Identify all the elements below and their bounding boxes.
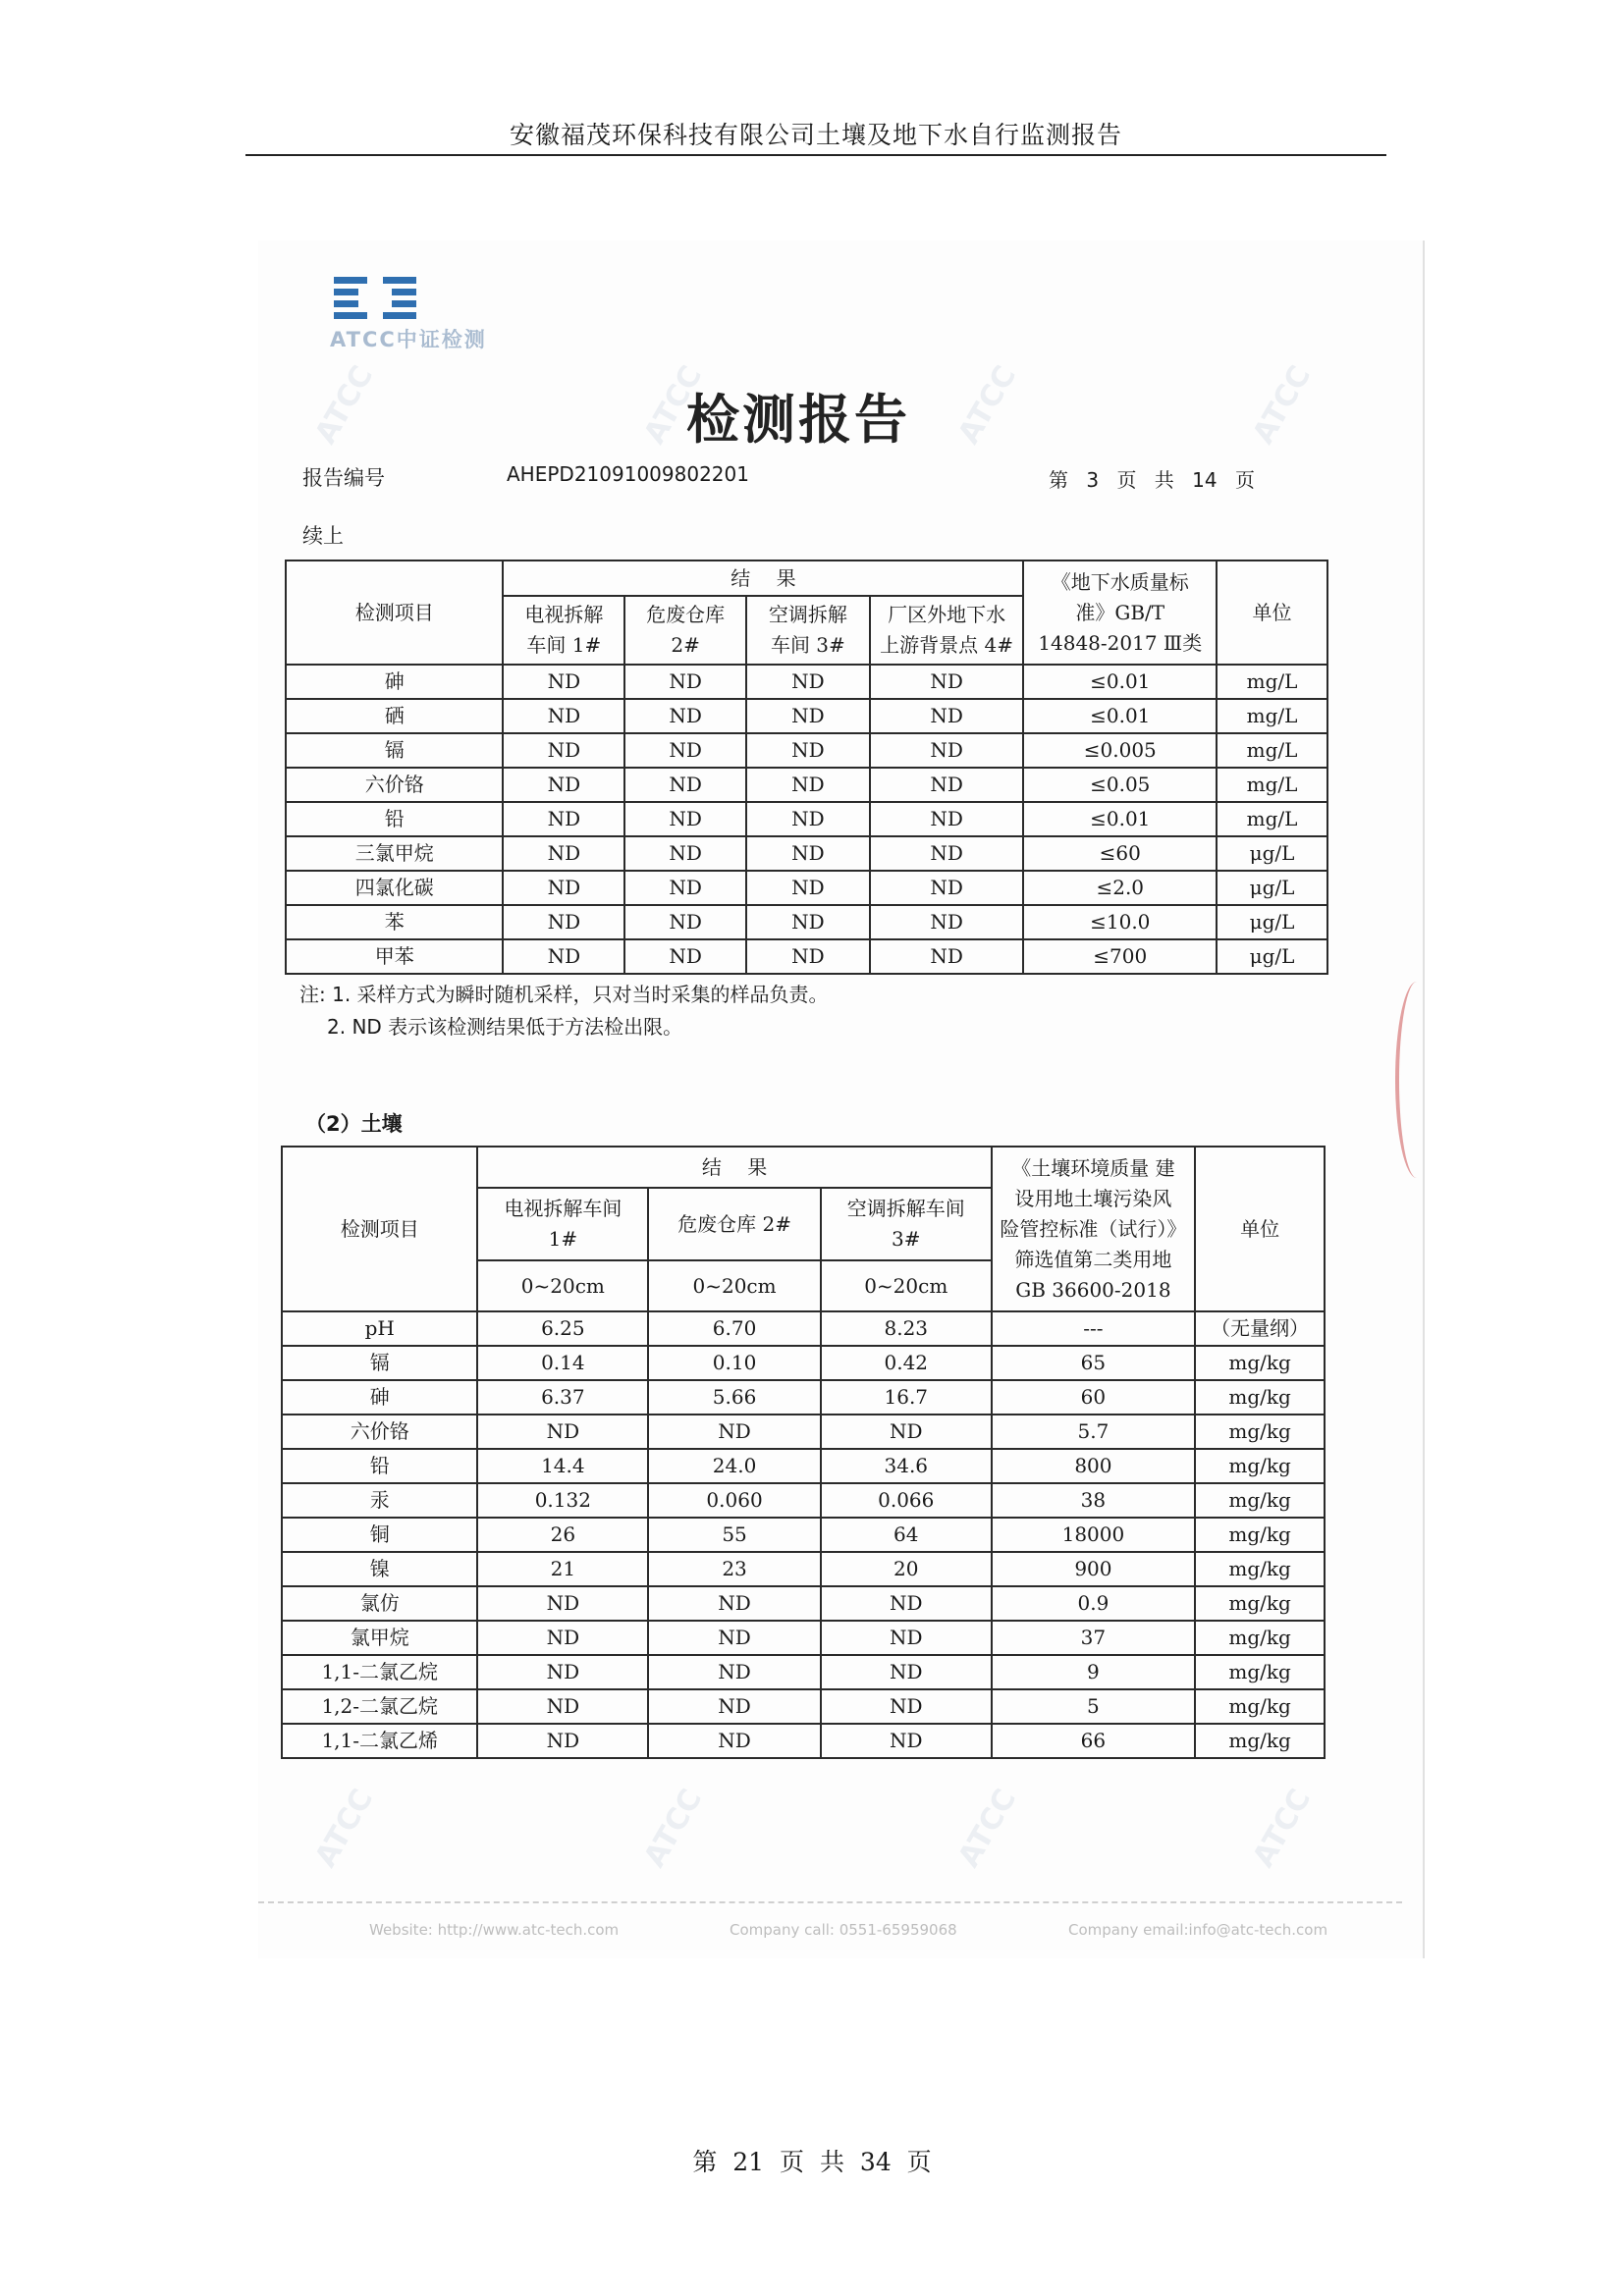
page-footer: 第 21 页 共 34 页 [692,2148,932,2176]
site-header [821,1188,992,1260]
table-row [282,1483,1325,1518]
site-line: 2# [671,633,700,657]
site-line: 危废仓库 2# [677,1211,791,1236]
standard-cell: 0.9 [992,1586,1196,1621]
unit-cell: mg/kg [1195,1415,1325,1449]
unit-cell: mg/kg [1195,1655,1325,1689]
footer-website: Website: http://www.atc-tech.com [369,1921,620,1939]
item-cell: 铅 [282,1449,477,1483]
value-cell: ND [870,802,1024,836]
unit-cell: mg/kg [1195,1689,1325,1724]
standard-cell: 800 [992,1449,1196,1483]
site-line: 1# [548,1227,578,1251]
value-cell: ND [821,1724,992,1758]
value-cell: ND [648,1415,821,1449]
value-cell: ND [746,836,870,871]
watermark-mark: ATCC [308,359,381,451]
unit-cell: μg/L [1217,905,1327,939]
value-cell: ND [746,871,870,905]
report-number-label: 报告编号 [302,466,385,490]
site-header [746,596,870,665]
table-row [282,1724,1325,1758]
value-cell: ND [624,768,746,802]
value-cell: ND [870,836,1024,871]
standard-cell: 38 [992,1483,1196,1518]
value-cell: ND [870,939,1024,974]
col-header-unit: 单位 [1195,1147,1325,1311]
col-header-standard [1023,561,1217,665]
col-header-item: 检测项目 [282,1147,477,1311]
value-cell: 0.42 [821,1346,992,1380]
standard-cell: ≤2.0 [1023,871,1217,905]
standard-cell: ≤700 [1023,939,1217,974]
item-cell: 镍 [282,1552,477,1586]
unit-cell: mg/L [1217,699,1327,733]
value-cell: ND [477,1586,648,1621]
table-row [282,1380,1325,1415]
value-cell: 5.66 [648,1380,821,1415]
standard-cell: 60 [992,1380,1196,1415]
continued-label: 续上 [302,524,344,548]
site-header [648,1188,821,1260]
watermark-mark: ATCC [637,1783,710,1874]
table-row [282,1449,1325,1483]
value-cell: 0.14 [477,1346,648,1380]
item-cell: 砷 [286,665,503,699]
value-cell: 24.0 [648,1449,821,1483]
table-row [286,768,1327,802]
table-row [282,1689,1325,1724]
unit-cell: mg/L [1217,802,1327,836]
value-cell: ND [624,733,746,768]
unit-cell: （无量纲） [1195,1311,1325,1346]
value-cell: ND [624,665,746,699]
value-cell: ND [821,1689,992,1724]
value-cell: 0.066 [821,1483,992,1518]
item-cell: 六价铬 [282,1415,477,1449]
unit-cell: mg/kg [1195,1346,1325,1380]
value-cell: 6.37 [477,1380,648,1415]
standard-line: 险管控标准（试行）》 [1000,1216,1187,1241]
unit-cell: mg/kg [1195,1380,1325,1415]
value-cell: ND [503,802,624,836]
value-cell: ND [477,1621,648,1655]
standard-line: 《地下水质量标 [1051,569,1189,594]
value-cell: ND [870,768,1024,802]
site-line: 车间 3# [770,633,845,657]
value-cell: ND [477,1415,648,1449]
site-header [503,596,624,665]
col-header-result: 结 果 [503,561,1023,596]
item-cell: 氯甲烷 [282,1621,477,1655]
unit-cell: mg/L [1217,733,1327,768]
value-cell: 0.132 [477,1483,648,1518]
value-cell: 14.4 [477,1449,648,1483]
unit-cell: mg/kg [1195,1552,1325,1586]
table-row [286,733,1327,768]
value-cell: ND [821,1621,992,1655]
site-header [870,596,1024,665]
watermark-mark: ATCC [1246,1783,1319,1874]
watermark-mark: ATCC [951,359,1024,451]
item-cell: 四氯化碳 [286,871,503,905]
value-cell: ND [746,905,870,939]
standard-cell: 37 [992,1621,1196,1655]
value-cell: ND [821,1655,992,1689]
scanned-report-page [258,240,1425,1958]
item-cell: 甲苯 [286,939,503,974]
value-cell: 20 [821,1552,992,1586]
col-header-standard [992,1147,1196,1311]
watermark-mark: ATCC [1246,359,1319,451]
value-cell: 8.23 [821,1311,992,1346]
unit-cell: mg/kg [1195,1449,1325,1483]
standard-line: 《土壤环境质量 建 [1011,1155,1175,1180]
standard-line: GB 36600-2018 [1015,1277,1171,1302]
unit-cell: μg/L [1217,871,1327,905]
standard-cell: 5 [992,1689,1196,1724]
value-cell: ND [870,871,1024,905]
table-row [282,1655,1325,1689]
table-row [286,802,1327,836]
value-cell: ND [821,1415,992,1449]
footer-rule [258,1901,1402,1903]
soil-rows [282,1311,1325,1758]
standard-cell: ≤10.0 [1023,905,1217,939]
report-number: AHEPD21091009802201 [507,462,749,486]
value-cell: ND [870,733,1024,768]
value-cell: 0.060 [648,1483,821,1518]
col-header-result: 结 果 [477,1147,991,1188]
value-cell: ND [624,699,746,733]
table-row [282,1586,1325,1621]
unit-cell: mg/kg [1195,1483,1325,1518]
value-cell: ND [624,802,746,836]
table-row [282,1621,1325,1655]
value-cell: ND [624,905,746,939]
value-cell: 16.7 [821,1380,992,1415]
value-cell: ND [503,871,624,905]
standard-cell: ≤0.05 [1023,768,1217,802]
table-row [286,836,1327,871]
value-cell: ND [503,836,624,871]
site-line: 车间 1# [526,633,602,657]
header-rule [245,154,1386,156]
value-cell: ND [503,768,624,802]
depth-header: 0~20cm [648,1260,821,1311]
item-cell: 苯 [286,905,503,939]
item-cell: 汞 [282,1483,477,1518]
value-cell: ND [648,1621,821,1655]
watermark-mark: ATCC [951,1783,1024,1874]
value-cell: 26 [477,1518,648,1552]
site-line: 空调拆解车间 [846,1197,965,1220]
site-line: 厂区外地下水 [888,603,1006,626]
value-cell: 23 [648,1552,821,1586]
value-cell: ND [821,1586,992,1621]
table-row [286,699,1327,733]
unit-cell: mg/kg [1195,1724,1325,1758]
table-row [282,1346,1325,1380]
site-line: 空调拆解 [768,603,847,626]
standard-cell: 900 [992,1552,1196,1586]
value-cell: 0.10 [648,1346,821,1380]
col-header-item: 检测项目 [286,561,503,665]
atcc-logo-icon [332,275,420,319]
unit-cell: mg/L [1217,768,1327,802]
value-cell: ND [746,768,870,802]
table-row [282,1518,1325,1552]
unit-cell: mg/kg [1195,1586,1325,1621]
value-cell: ND [477,1689,648,1724]
item-cell: 六价铬 [286,768,503,802]
item-cell: 1,1-二氯乙烯 [282,1724,477,1758]
logo-text: ATCC中证检测 [330,328,487,351]
report-page-indicator: 第 3 页 共 14 页 [1049,468,1255,492]
value-cell: ND [624,836,746,871]
item-cell: 氯仿 [282,1586,477,1621]
standard-cell: --- [992,1311,1196,1346]
depth-header: 0~20cm [821,1260,992,1311]
value-cell: 34.6 [821,1449,992,1483]
col-header-unit: 单位 [1217,561,1327,665]
value-cell: ND [746,802,870,836]
note-2: 2. ND 表示该检测结果低于方法检出限。 [327,1015,683,1039]
table-row [282,1311,1325,1346]
groundwater-rows [286,665,1327,974]
unit-cell: mg/kg [1195,1518,1325,1552]
value-cell: 55 [648,1518,821,1552]
value-cell: ND [746,733,870,768]
standard-cell: 9 [992,1655,1196,1689]
standard-line: 准》GB/T [1075,600,1165,624]
item-cell: 三氯甲烷 [286,836,503,871]
value-cell: ND [648,1689,821,1724]
note-1: 注: 1. 采样方式为瞬时随机采样，只对当时采集的样品负责。 [299,983,829,1006]
value-cell: 6.25 [477,1311,648,1346]
value-cell: ND [503,905,624,939]
standard-cell: ≤0.01 [1023,699,1217,733]
red-seal-mark [1395,982,1438,1178]
standard-cell: 66 [992,1724,1196,1758]
standard-cell: 18000 [992,1518,1196,1552]
item-cell: 1,1-二氯乙烷 [282,1655,477,1689]
standard-cell: 5.7 [992,1415,1196,1449]
site-line: 电视拆解车间 [504,1197,623,1220]
table-row [282,1415,1325,1449]
page-header: 安徽福茂环保科技有限公司土壤及地下水自行监测报告 [509,121,1122,149]
value-cell: ND [746,665,870,699]
value-cell: ND [746,939,870,974]
standard-line: 筛选值第二类用地 [1014,1247,1172,1271]
value-cell: 64 [821,1518,992,1552]
standard-line: 14848-2017 Ⅲ类 [1038,630,1203,655]
value-cell: ND [624,939,746,974]
standard-line: 设用地土壤污染风 [1014,1186,1172,1210]
site-line: 3# [892,1227,921,1251]
value-cell: 21 [477,1552,648,1586]
unit-cell: mg/kg [1195,1621,1325,1655]
footer-phone: Company call: 0551-65959068 [730,1921,957,1939]
item-cell: 镉 [286,733,503,768]
site-line: 上游背景点 4# [880,633,1013,657]
value-cell: ND [503,939,624,974]
item-cell: 硒 [286,699,503,733]
item-cell: 1,2-二氯乙烷 [282,1689,477,1724]
value-cell: ND [648,1655,821,1689]
value-cell: ND [624,871,746,905]
value-cell: ND [503,733,624,768]
table-row [286,939,1327,974]
report-title: 检测报告 [686,389,910,451]
value-cell: ND [870,905,1024,939]
value-cell: ND [477,1724,648,1758]
unit-cell: μg/L [1217,836,1327,871]
table-row [286,665,1327,699]
value-cell: ND [648,1586,821,1621]
value-cell: ND [648,1724,821,1758]
item-cell: pH [282,1311,477,1346]
standard-cell: ≤60 [1023,836,1217,871]
item-cell: 铜 [282,1518,477,1552]
site-header [624,596,746,665]
table-row [282,1552,1325,1586]
unit-cell: mg/L [1217,665,1327,699]
standard-cell: ≤0.01 [1023,802,1217,836]
item-cell: 砷 [282,1380,477,1415]
value-cell: 6.70 [648,1311,821,1346]
site-line: 电视拆解 [524,603,604,626]
table-row [286,871,1327,905]
item-cell: 铅 [286,802,503,836]
soil-results-table [281,1146,1326,1759]
value-cell: ND [870,665,1024,699]
footer-email: Company email:info@atc-tech.com [1068,1921,1328,1939]
site-header [477,1188,648,1260]
watermark-mark: ATCC [308,1783,381,1874]
standard-cell: ≤0.01 [1023,665,1217,699]
standard-cell: 65 [992,1346,1196,1380]
soil-section-heading: （2）土壤 [305,1112,403,1136]
value-cell: ND [503,665,624,699]
table-row [286,905,1327,939]
watermark-mark: ATCC [637,359,710,451]
groundwater-results-table [285,560,1328,975]
depth-header: 0~20cm [477,1260,648,1311]
site-line: 危废仓库 [646,603,726,626]
standard-cell: ≤0.005 [1023,733,1217,768]
item-cell: 镉 [282,1346,477,1380]
value-cell: ND [870,699,1024,733]
unit-cell: μg/L [1217,939,1327,974]
value-cell: ND [746,699,870,733]
value-cell: ND [503,699,624,733]
value-cell: ND [477,1655,648,1689]
